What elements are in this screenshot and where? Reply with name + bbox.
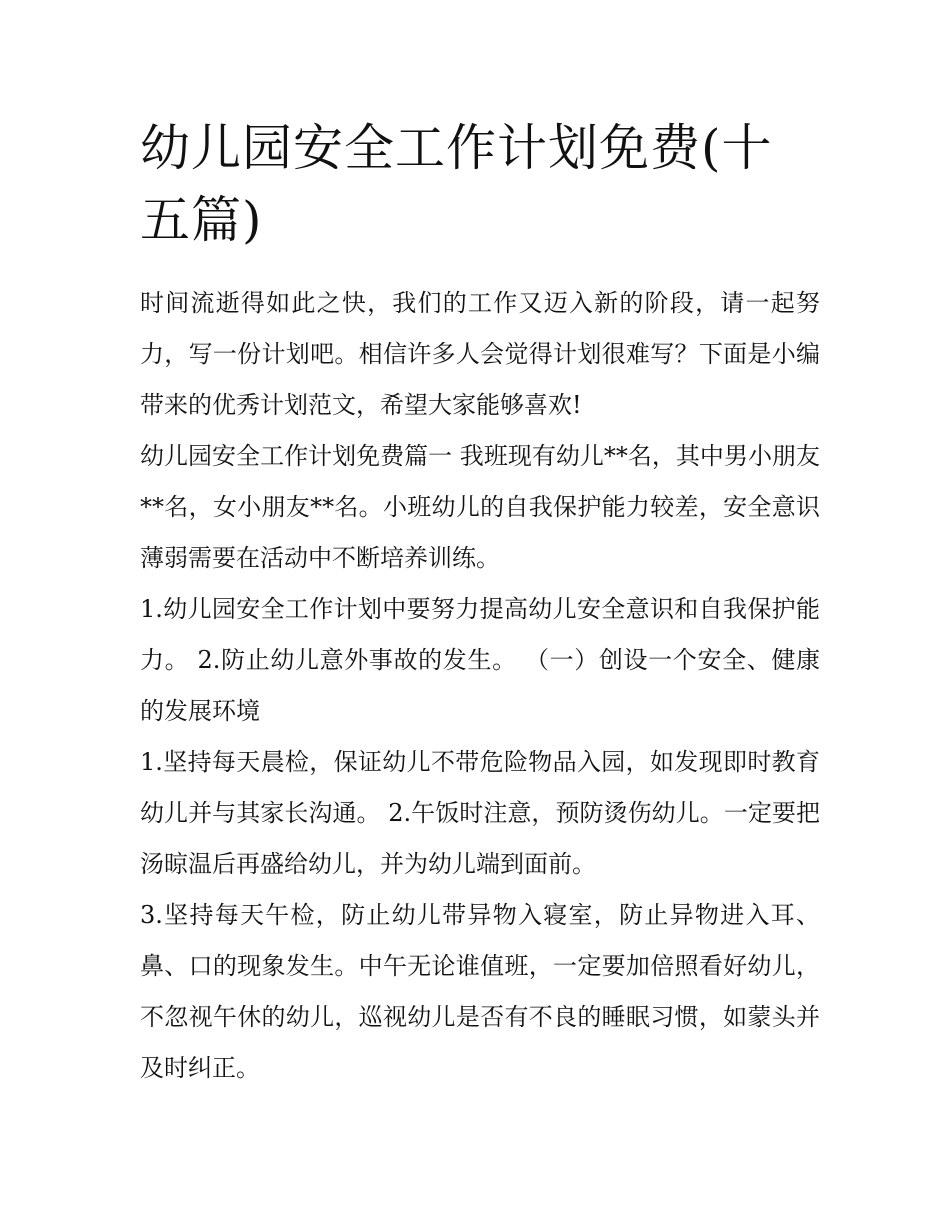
paragraph-morning-check: 1.坚持每天晨检，保证幼儿不带危险物品入园，如发现即时教育幼儿并与其家长沟通。 2.午饭时注意，预防烫伤幼儿。一定要把汤晾温后再盛给幼儿，并为幼儿端到面前。	[140, 748, 820, 878]
paragraph-goals: 1.幼儿园安全工作计划中要努力提高幼儿安全意识和自我保护能力。 2.防止幼儿意外事故的发生。 （一）创设一个安全、健康的发展环境	[140, 595, 820, 725]
document-body	[140, 278, 820, 1094]
paragraph-noon-check: 3.坚持每天午检，防止幼儿带异物入寝室，防止异物进入耳、鼻、口的现象发生。中午无论谁值班，一定要加倍照看好幼儿，不忽视午休的幼儿，巡视幼儿是否有不良的睡眠习惯，如蒙头并及时纠正。	[140, 901, 820, 1082]
document-title: 幼儿园安全工作计划免费(十五篇)	[140, 119, 773, 249]
paragraph-intro: 时间流逝得如此之快，我们的工作又迈入新的阶段，请一起努力，写一份计划吧。相信许多人会觉得计划很难写？下面是小编带来的优秀计划范文，希望大家能够喜欢!	[140, 289, 820, 419]
paragraph-class-overview: 幼儿园安全工作计划免费篇一 我班现有幼儿**名，其中男小朋友**名，女小朋友**名。小班幼儿的自我保护能力较差，安全意识薄弱需要在活动中不断培养训练。	[140, 442, 820, 572]
